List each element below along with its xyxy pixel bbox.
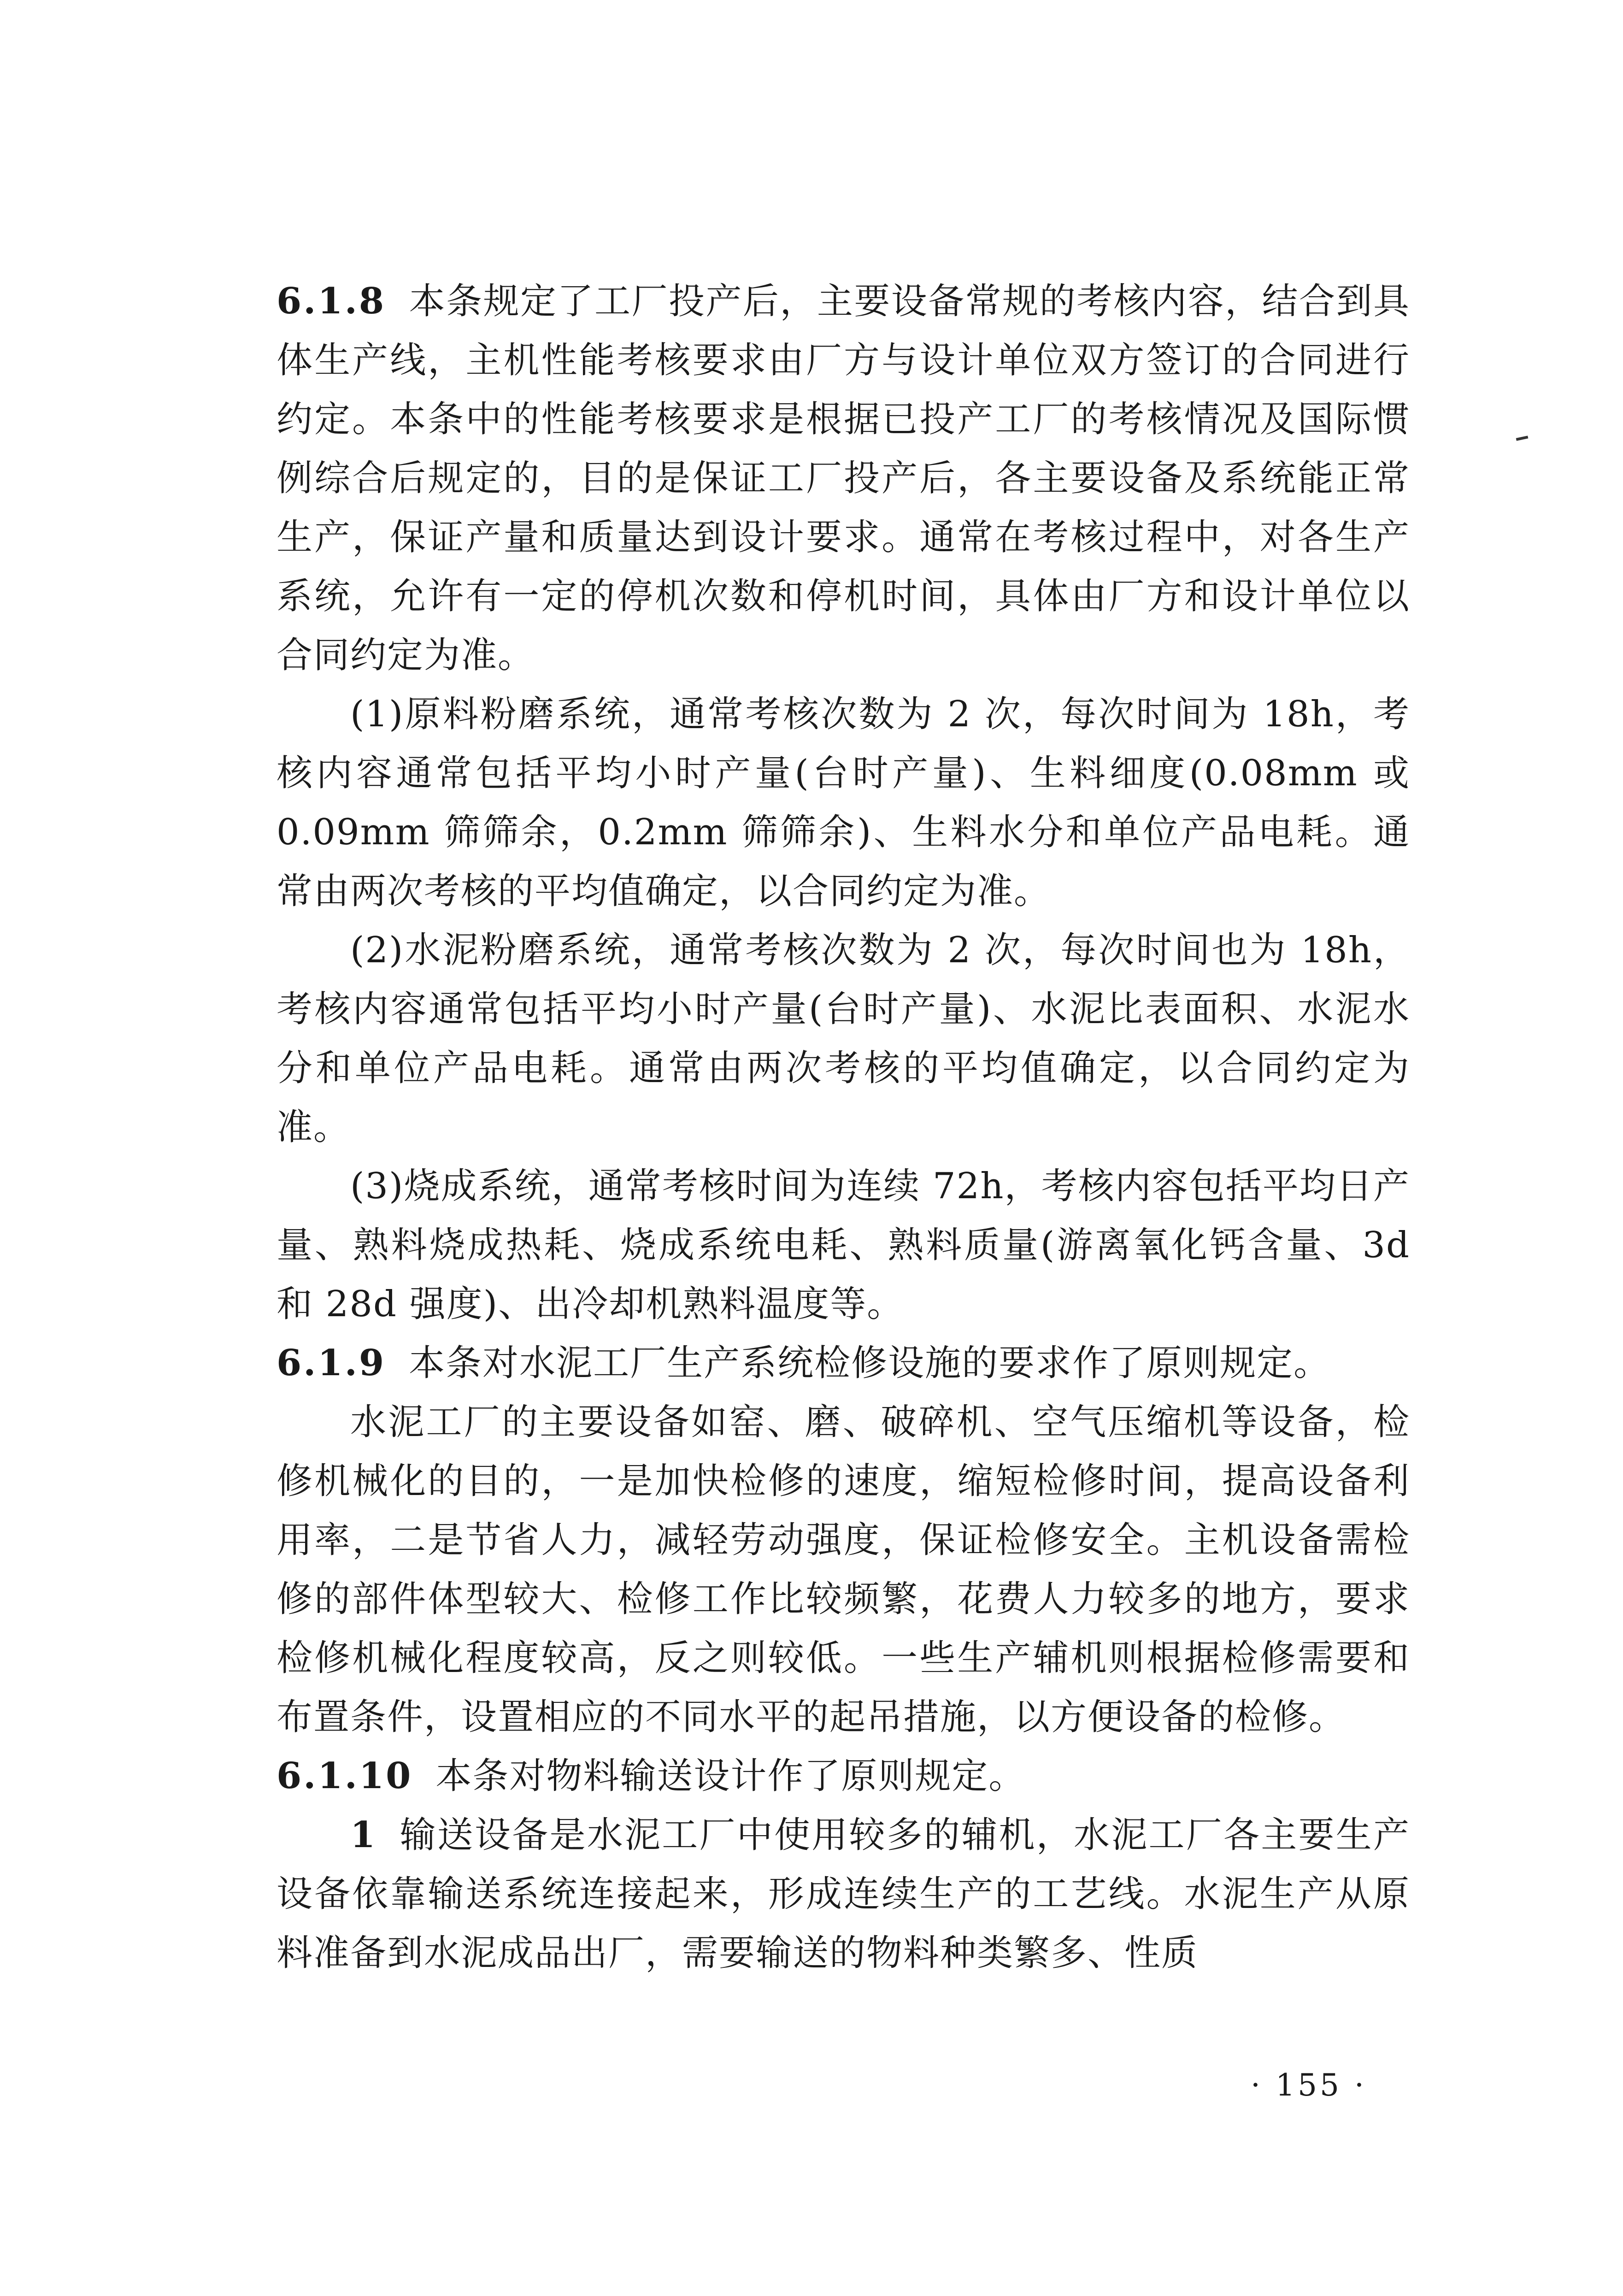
clause-6-1-8 xyxy=(276,272,1410,685)
list-item: (3)烧成系统，通常考核时间为连续 72h，考核内容包括平均日产量、熟料烧成热耗、烧成系统电耗、熟料质量(游离氧化钙含量、3d 和 28d 强度)、出冷却机熟料温度等。 xyxy=(276,1166,1410,1325)
page-number: · 155 · xyxy=(1251,2067,1367,2103)
document-body xyxy=(276,272,1410,1983)
clause-text: 本条对水泥工厂生产系统检修设施的要求作了原则规定。 xyxy=(409,1342,1331,1384)
list-item: (1)原料粉磨系统，通常考核次数为 2 次，每次时间为 18h，考核内容通常包括平均小时产量(台时产量)、生料细度(0.08mm 或 0.09mm 筛筛余，0.2mm 筛筛余)、生料水分和单位产品电耗。通常由两次考核的平均值确定，以合同约定为准。 xyxy=(276,694,1410,912)
clause-6-1-9 xyxy=(276,1334,1410,1393)
clause-6-1-10 xyxy=(276,1747,1410,1806)
list-item: (2)水泥粉磨系统，通常考核次数为 2 次，每次时间也为 18h，考核内容通常包括平均小时产量(台时产量)、水泥比表面积、水泥水分和单位产品电耗。通常由两次考核的平均值确定，以合同约定为准。 xyxy=(276,930,1410,1148)
clause-number: 6.1.9 xyxy=(276,1342,386,1384)
paragraph: 水泥工厂的主要设备如窑、磨、破碎机、空气压缩机等设备，检修机械化的目的，一是加快检修的速度，缩短检修时间，提高设备利用率，二是节省人力，减轻劳动强度，保证检修安全。主机设备需检修的部件体型较大、检修工作比较频繁，花费人力较多的地方，要求检修机械化程度较高，反之则较低。一些生产辅机则根据检修需要和布置条件，设置相应的不同水平的起吊措施，以方便设备的检修。 xyxy=(276,1401,1410,1738)
clause-text: 本条对物料输送设计作了原则规定。 xyxy=(435,1755,1026,1797)
scan-mark xyxy=(1516,436,1529,441)
clause-text: 本条规定了工厂投产后，主要设备常规的考核内容，结合到具体生产线，主机性能考核要求由厂方与设计单位双方签订的合同进行约定。本条中的性能考核要求是根据已投产工厂的考核情况及国际惯例综合后规定的，目的是保证工厂投产后，各主要设备及系统能正常生产，保证产量和质量达到设计要求。通常在考核过程中，对各生产系统，允许有一定的停机次数和停机时间，具体由厂方和设计单位以合同约定为准。 xyxy=(276,281,1410,676)
clause-number: 6.1.8 xyxy=(276,280,386,322)
clause-number: 6.1.10 xyxy=(276,1755,413,1797)
item-number: 1 xyxy=(350,1814,376,1856)
numbered-item xyxy=(276,1806,1410,1983)
item-text: 输送设备是水泥工厂中使用较多的辅机，水泥工厂各主要生产设备依靠输送系统连接起来，形成连续生产的工艺线。水泥生产从原料准备到水泥成品出厂，需要输送的物料种类繁多、性质 xyxy=(276,1814,1410,1974)
